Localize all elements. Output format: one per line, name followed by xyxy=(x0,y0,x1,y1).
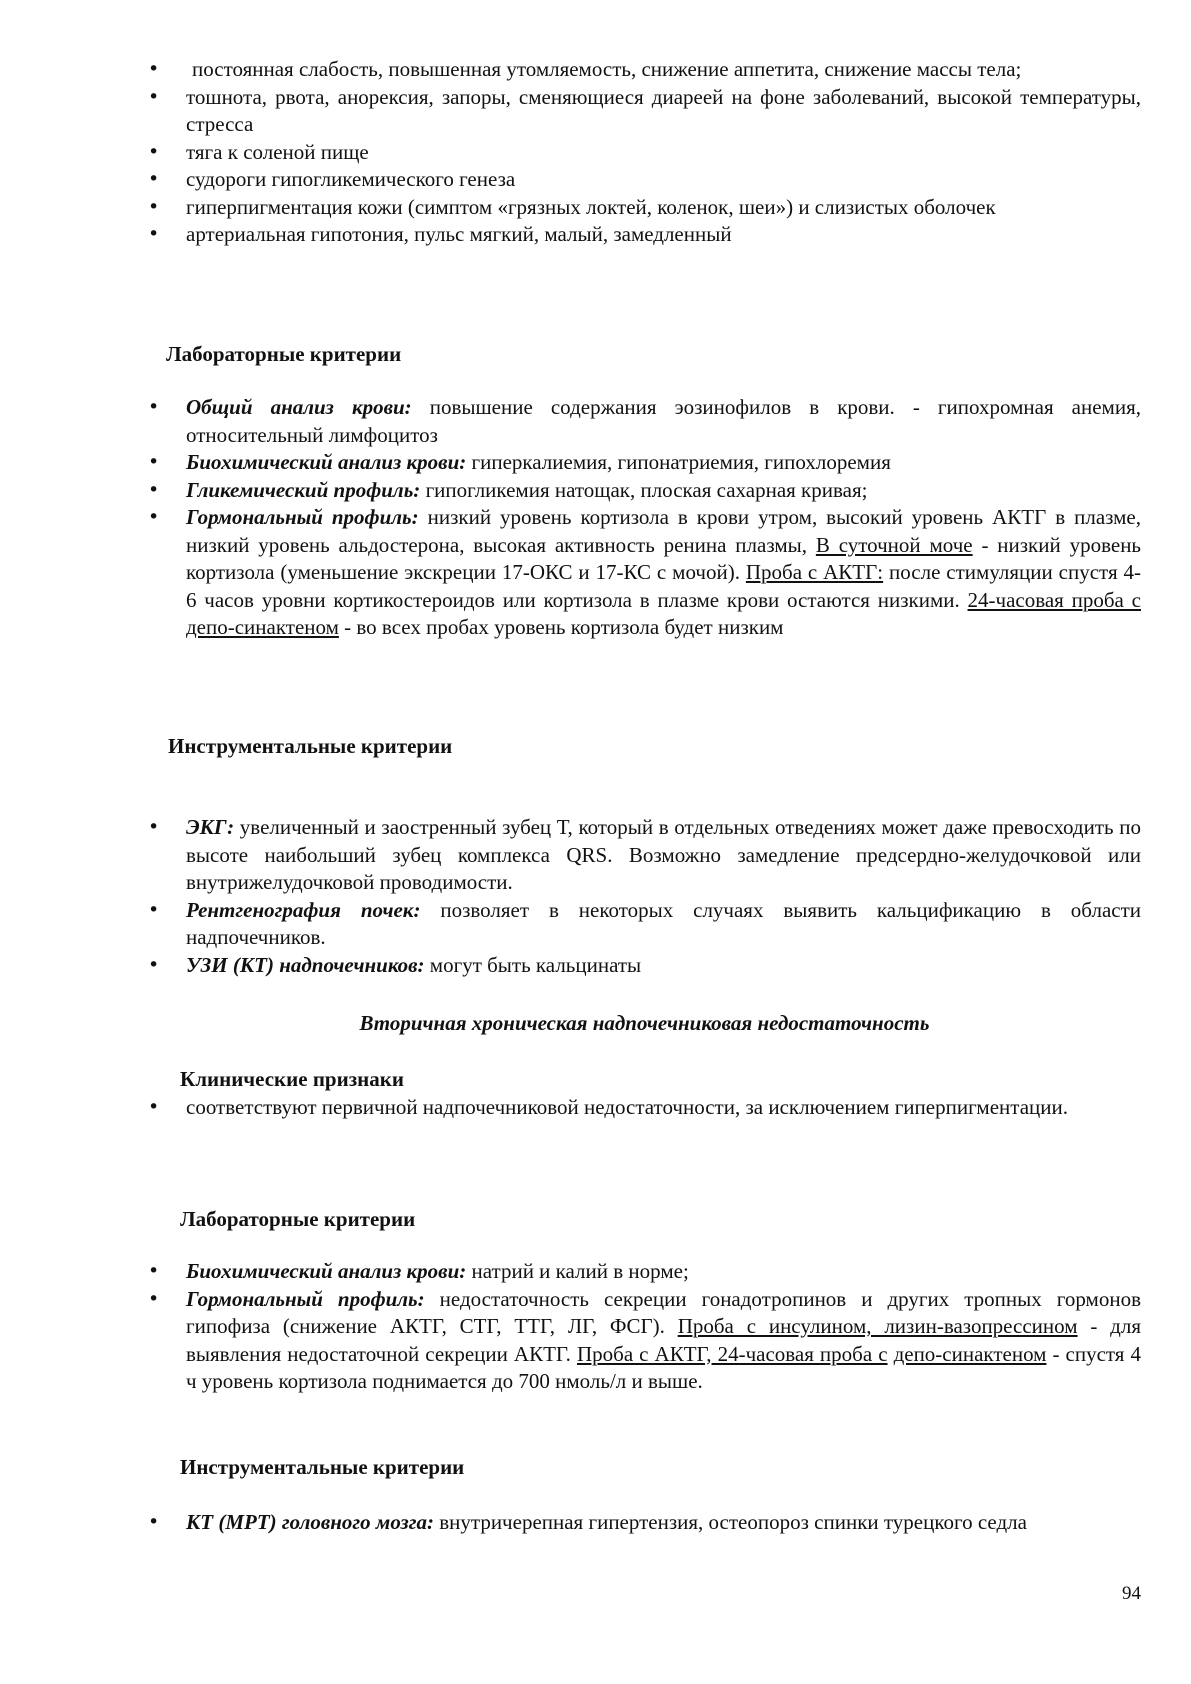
section-title: Вторичная хроническая надпочечниковая недостаточность xyxy=(359,1011,930,1035)
list-item: • судороги гипогликемического генеза xyxy=(148,166,1141,194)
list-item: • тяга к соленой пище xyxy=(148,139,1141,167)
item-label: Гормональный профиль: xyxy=(186,1286,425,1311)
page-number: 94 xyxy=(1122,1583,1141,1604)
list-item: • УЗИ (КТ) надпочечников: могут быть кальцинаты xyxy=(148,952,1141,980)
instrumental-criteria-list xyxy=(148,814,1141,979)
list-item: • Рентгенография почек: позволяет в некоторых случаях выявить кальцификацию в области надпочечников. xyxy=(148,897,1141,952)
list-item: • ЭКГ: увеличенный и заостренный зубец Т, который в отдельных отведениях может даже превосходить по высоте наибольший зубец комплекса QRS. Возможно замедление предсердно-желудочковой или внутрижелудочковой проводимости. xyxy=(148,814,1141,897)
clinical-signs-heading: Клинические признаки xyxy=(180,1067,404,1091)
lab-criteria-list xyxy=(148,394,1141,642)
list-item: • Общий анализ крови: повышение содержания эозинофилов в крови. - гипохромная анемия, относительный лимфоцитоз xyxy=(148,394,1141,449)
list-item: • постоянная слабость, повышенная утомляемость, снижение аппетита, снижение массы тела; xyxy=(148,56,1141,84)
item-label: Рентгенография почек: xyxy=(186,897,421,922)
list-item: • тошнота, рвота, анорексия, запоры, сменяющиеся диареей на фоне заболеваний, высокой температуры, стресса xyxy=(148,84,1141,139)
list-item: • артериальная гипотония, пульс мягкий, малый, замедленный xyxy=(148,221,1141,249)
list-item: • гиперпигментация кожи (симптом «грязных локтей, коленок, шеи») и слизистых оболочек xyxy=(148,194,1141,222)
symptom-list xyxy=(148,56,1141,249)
list-item: • Гормональный профиль: низкий уровень кортизола в крови утром, высокий уровень АКТГ в плазме, низкий уровень альдостерона, высокая активность ренина плазмы, В суточной моче - низкий уровень кортизола (уменьшение экскреции 17-ОКС и 17-КС с мочой). Проба с АКТГ: после стимуляции спустя 4-6 часов уровни кортикостероидов или кортизола в плазме крови остаются низкими. 24-часовая проба с депо-синактеном - во всех пробах уровень кортизола будет низким xyxy=(148,504,1141,642)
list-item: • Биохимический анализ крови: гиперкалиемия, гипонатриемия, гипохлоремия xyxy=(148,449,1141,477)
list-item: • Гликемический профиль: гипогликемия натощак, плоская сахарная кривая; xyxy=(148,477,1141,505)
instrumental-criteria-list-2 xyxy=(148,1509,1141,1537)
item-label: Биохимический анализ крови: xyxy=(186,450,467,474)
clinical-signs-list xyxy=(148,1094,1141,1122)
instrumental-criteria-heading: Инструментальные критерии xyxy=(168,734,453,758)
item-label: Гликемический профиль: xyxy=(186,477,421,502)
list-item: • соответствуют первичной надпочечниковой недостаточности, за исключением гиперпигментации. xyxy=(148,1094,1141,1122)
instrumental-criteria-heading-2: Инструментальные критерии xyxy=(180,1455,465,1479)
list-item: • Биохимический анализ крови: натрий и калий в норме; xyxy=(148,1258,1141,1286)
list-item: • КТ (МРТ) головного мозга: внутричерепная гипертензия, остеопороз спинки турецкого седла xyxy=(148,1509,1141,1537)
lab-criteria-heading-2: Лабораторные критерии xyxy=(180,1207,416,1231)
lab-criteria-heading: Лабораторные критерии xyxy=(166,342,402,366)
item-label: Гормональный профиль: xyxy=(186,505,419,529)
item-label: Биохимический анализ крови: xyxy=(186,1259,467,1283)
item-label: КТ (МРТ) головного мозга: xyxy=(186,1510,434,1534)
item-label: ЭКГ: xyxy=(186,815,235,839)
item-label: Общий анализ крови: xyxy=(186,395,412,419)
item-label: УЗИ (КТ) надпочечников: xyxy=(186,952,425,977)
lab-criteria-list-2 xyxy=(148,1258,1141,1396)
list-item: • Гормональный профиль: недостаточность секреции гонадотропинов и других тропных гормонов гипофиза (снижение АКТГ, СТГ, ТТГ, ЛГ, ФСГ). Проба с инсулином, лизин-вазопрессином - для выявления недостаточной секреции АКТГ. Проба с АКТГ, 24-часовая проба с депо-синактеном - спустя 4 ч уровень кортизола поднимается до 700 нмоль/л и выше. xyxy=(148,1286,1141,1396)
